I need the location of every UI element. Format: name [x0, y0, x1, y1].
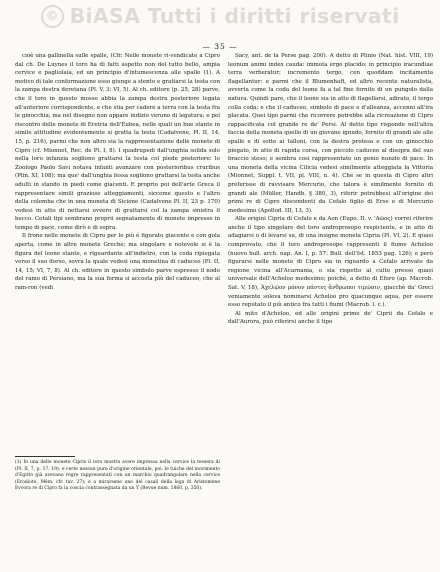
watermark-text: BiASA Tutti i diritti riservati: [69, 4, 400, 28]
left-column: [15, 52, 220, 293]
footnote-rule: [15, 456, 75, 457]
right-paragraph-2: Alle origini Cipria di Cefalo e da Aon (Eupo. II. v. 'Αῶος) vorrei riferire anche il tipo singolare del toro androprosopo respiciente, e in atto di adagiarsi o di levarsi su, di una insigne moneta Cipria (Pl. VI, 2). E quasi comprovato, che il toro androprosopo rappresenti il fiume Acheloo (nuovo bull. arch. nap. An. I, p. 57: Bull. dell'Ist. 1853 pag. 126); e però figurarsi nelle monete di Cipro sia in riguardo a Cefalo arrivato da regione vicina all'Acarnania, o sia rispetto al culto presso quasi universale dell'Acheloo medesimo; poichè, a detto di Eforo (ap. Macrob. Sat. V, 18), Ἀχελῷον μόνον πάντες ἄνθρωποι τιμῶσιν, giacchè da' Greci veniamente soleva nominarsi Acheloo pro quacunque aqua, per essere esso reputato il più antico fra tutti i fiumi (Macrob. l. c.).: [228, 216, 433, 309]
left-paragraph-2: Il frone nelle monete di Cipro per lo più è figurato giacente e con gola aperta, come in altre monete Greche; ma singolare e notevole si è la figura del leone stante, e riguardante all'indietro, con la coda ripiegata verso il suo dorso, sovra la quale vedesi una monetina di caduceo (Pl. II, 14, 15; VI, 7, 8). Al ch. editore in questo simbolo parve espresso il nodo del ramo di Persiano, ma la sua forma si accosta più del caduceo, che al ram-ron (vedi: [15, 233, 220, 292]
copyright-icon: ©: [41, 5, 64, 28]
footnote: (1) In una delle monete Cipris il toro mostra avere impressa nella cervice la tessera di (Pl. II, 7, p. 17, 19); e certe nessun pure d'origine orientale, poi. le tuiche del movimento d'Egitto già avevano regre rappresentati con un marchio quadrangolare nella cervice (Erodiote, Mém. cfr. tav. 27); e a mirarsene uno dei casali della lega di Aristomene Evvora re di Cipro fa la coscia contrassegnata da un Y (Revue num. 1860, p. 350).: [15, 460, 220, 491]
watermark: [0, 1, 440, 31]
left-paragraph-1: cioè una gallinella sulle spalle, (Cfr. Nelle monete ri-vendicate a Cipro dal ch. De Luynes il toro ha di fatti aspetto non del tutto bello, ampia cervice e pagliolaia, ed un principio d'intumescenza alle spalle (1). A motivo di tale conformazione esso giunge a stento e gratiarsi la testa con la zampa destra deretana (Pl. V, 3; VI, 5). Al ch. editore (p. 25, 28) parve, che il toro in questo mosso abbia la zampa destra posteriore legata all'anteriore corrispondente, e che stia per cadere a terra con la testa fra le ginocchia; ma nel disegno non appare indizio veruno di legatura; e pel riscontro delle monete di Eretria dell'Eubea, nelle quali un bue stante in simile attitudine evidentemente si gratta la testa (Cadalvene, Pl. II, 14, 15, p. 216), parmi che non altro sia la rappresentazione delle monete di Cipro (cf. Mionnet, Rec. de Pl. I, 8). I quadrupedi dall'unghia solida solo nella loro infanzia sogliono grattarsi la testa col piede posteriore: lo Zoologo Paolo Savi notava infanti avanzare con posterioribus cruribus (Plin. XI, 108); ma que' dall'unghia fessa sogliono grattarsi la testa anche adulti in stando in piedi come giacenti. E proprio poi dell'arte Greca il rappresentare simili graziose atteggiamenti, siccome questo e l'altro della colomba che in una moneta di Sicione (Cadalvene Pl. II, 23 p. 170) vedesi in atto di nettarsi ovvero di grattarsi col la zampa sinistra il becco. Cotali tipi sembrano proprii segnatamente di monete impresse in tempo di pace, come dirò e di sopra.: [15, 53, 220, 231]
right-paragraph-3: Al mito d'Acheloo, ed alle origini prime de' Ciprii da Cefalo e dall'Aurora, può riferirsi anche il tipo: [228, 310, 433, 326]
right-paragraph-1: Sacy, ant. de la Perse pag. 200). A detto di Plinio (Nat. hist. VIII, 19) leonum animi index cauda: immota ergo placido: in principio iracundiae terra verberatur; incremento tergo, cen quoddam incitamenta flagellantur: e parmi che il Blumenhaft, ed altro recente naturalista, avverta come la coda del leone fa a tal fine fornito di un pungolo dalla natura. Quindi pare, che il leone sia in atto di flagellarsi, adirato, il tergo colla coda; e che il caduceo, simbolo di pace e d'alleanza, accenni all'ira placata. Quei tipo parmi che ricorrere potrebbe alla ricreazione di Cipro rappacificata col grande re de' Persi. Al detto tipo risponde nell'altra faccia della moneta quello di un giovane ignudo, fornito di grandi ale alle spalle e di sotte ai talloni, con la destra protesa e con un ginocchio piegato, in atto di rapida corsa, con piccolo caduceo al disopra del suo braccio steso; e sembra cosi rappresentato un genio nunzio di pace. In una moneta della vicina Cilicia vedesi similmente atteggiata la Vittoria (Mionnet, Suppl. t. VII, pl. VIII, n. 4). Che se in questa di Cipro altri preferisse di ravvisare Mercurio, che talora è similmente fornito di grandi ale (Müller, Handb. § 380, 3), riferir potrebbesi all'origine dei primi re di Cipro discendenti da Cefalo figlio di Erse e di Mercurio medesimo (Apollod. III, 13, 3).: [228, 53, 433, 214]
right-column: [228, 52, 433, 327]
column-gutter: [222, 52, 223, 557]
page-number: — 35 —: [202, 42, 238, 51]
